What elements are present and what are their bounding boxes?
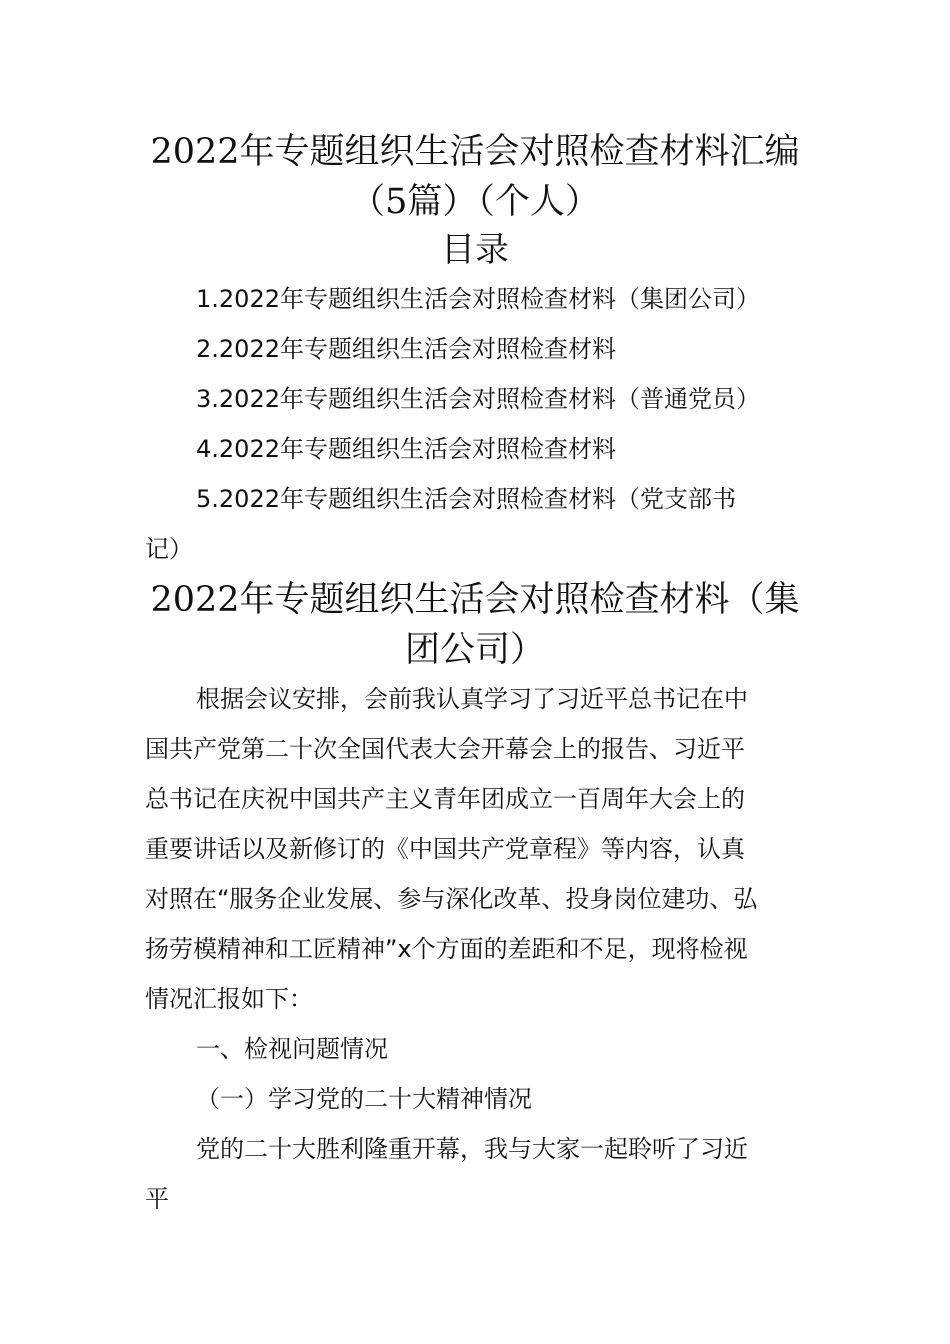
toc-item-5: 5.2022年专题组织生活会对照检查材料（党支部书 [196, 485, 736, 513]
heading-level-1: 一、检视问题情况 [196, 1035, 388, 1063]
toc-item-3: 3.2022年专题组织生活会对照检查材料（普通党员） [196, 385, 760, 413]
toc-item-1: 1.2022年专题组织生活会对照检查材料（集团公司） [196, 285, 760, 313]
paragraph-line: 平 [145, 1185, 169, 1213]
paragraph-line: 国共产党第二十次全国代表大会开幕会上的报告、习近平 [145, 735, 745, 763]
document-title-line-1: 2022年专题组织生活会对照检查材料汇编 [150, 132, 800, 172]
toc-heading: 目录 [441, 230, 509, 270]
section-title-line-2: 团公司） [404, 630, 545, 670]
toc-item-4: 4.2022年专题组织生活会对照检查材料 [196, 435, 616, 463]
paragraph-line: 情况汇报如下： [145, 985, 313, 1013]
paragraph-line: 重要讲话以及新修订的《中国共产党章程》等内容，认真 [145, 835, 745, 863]
heading-level-2: （一）学习党的二十大精神情况 [196, 1085, 532, 1113]
document-title-line-2: （5篇）（个人） [350, 182, 600, 222]
section-title-line-1: 2022年专题组织生活会对照检查材料（集 [150, 580, 800, 620]
paragraph-line: 扬劳模精神和工匠精神”x个方面的差距和不足，现将检视 [145, 935, 748, 963]
paragraph-line: 总书记在庆祝中国共产主义青年团成立一百周年大会上的 [145, 785, 745, 813]
paragraph-line: 根据会议安排，会前我认真学习了习近平总书记在中 [196, 685, 748, 713]
paragraph-line: 对照在“服务企业发展、参与深化改革、投身岗位建功、弘 [145, 885, 758, 913]
paragraph-line: 党的二十大胜利隆重开幕，我与大家一起聆听了习近 [196, 1135, 748, 1163]
toc-item-2: 2.2022年专题组织生活会对照检查材料 [196, 335, 616, 363]
toc-item-5-wrap: 记） [145, 535, 193, 563]
